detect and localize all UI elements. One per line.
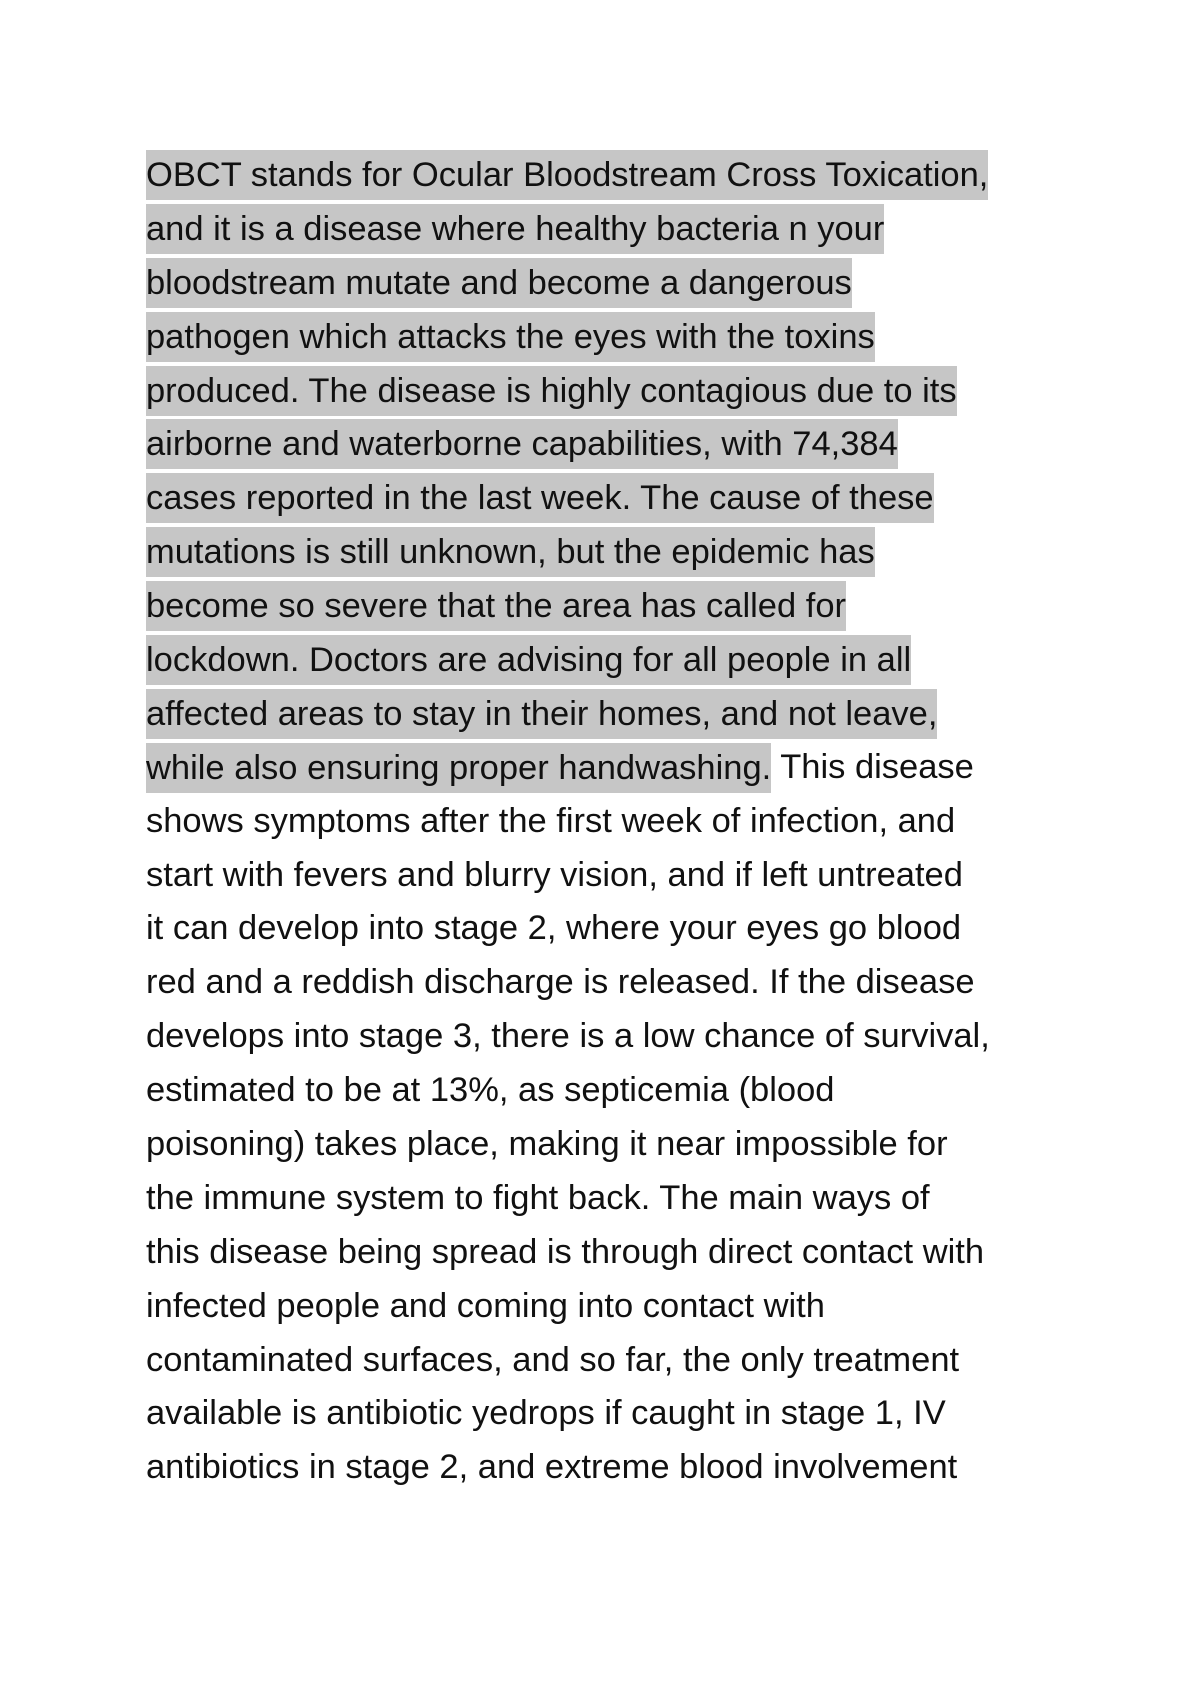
text-line — [146, 202, 1086, 256]
text-line — [146, 1280, 1086, 1334]
plain-text: antibiotics in stage 2, and extreme blood involvement — [146, 1448, 958, 1487]
highlighted-text: OBCT stands for Ocular Bloodstream Cross Toxication, — [146, 150, 988, 200]
highlighted-text: bloodstream mutate and become a dangerous — [146, 258, 852, 308]
highlighted-text: affected areas to stay in their homes, and not leave, — [146, 689, 937, 739]
text-line — [146, 1118, 1086, 1172]
text-line — [146, 1172, 1086, 1226]
highlighted-text: mutations is still unknown, but the epidemic has — [146, 527, 875, 577]
text-line — [146, 1334, 1086, 1388]
text-line — [146, 795, 1086, 849]
text-line — [146, 956, 1086, 1010]
text-line — [146, 1064, 1086, 1118]
text-line — [146, 849, 1086, 903]
plain-text: this disease being spread is through direct contact with — [146, 1232, 985, 1271]
highlighted-text: and it is a disease where healthy bacteria n your — [146, 204, 884, 254]
text-line — [146, 1010, 1086, 1064]
text-line — [146, 148, 1086, 202]
text-line — [146, 579, 1086, 633]
text-line — [146, 1387, 1086, 1441]
plain-text: poisoning) takes place, making it near impossible for — [146, 1125, 948, 1164]
plain-text: red and a reddish discharge is released. If the disease — [146, 963, 975, 1002]
text-line — [146, 525, 1086, 579]
plain-text: the immune system to fight back. The main ways of — [146, 1178, 930, 1217]
text-line — [146, 364, 1086, 418]
text-line — [146, 256, 1086, 310]
highlighted-text: airborne and waterborne capabilities, with 74,384 — [146, 419, 898, 469]
highlighted-text: while also ensuring proper handwashing. — [146, 743, 771, 793]
plain-text: This disease — [771, 747, 974, 786]
plain-text: infected people and coming into contact with — [146, 1286, 825, 1325]
text-line — [146, 1226, 1086, 1280]
highlighted-text: become so severe that the area has called for — [146, 581, 846, 631]
text-line — [146, 741, 1086, 795]
plain-text: develops into stage 3, there is a low chance of survival, — [146, 1017, 990, 1056]
highlighted-text: pathogen which attacks the eyes with the toxins — [146, 312, 875, 362]
text-line — [146, 633, 1086, 687]
plain-text: estimated to be at 13%, as septicemia (blood — [146, 1071, 835, 1110]
text-line — [146, 902, 1086, 956]
text-line — [146, 687, 1086, 741]
text-line — [146, 310, 1086, 364]
plain-text: start with fevers and blurry vision, and if left untreated — [146, 855, 963, 894]
text-line — [146, 417, 1086, 471]
plain-text: it can develop into stage 2, where your eyes go blood — [146, 909, 962, 948]
highlighted-text: cases reported in the last week. The cause of these — [146, 473, 934, 523]
plain-text: shows symptoms after the first week of infection, and — [146, 801, 956, 840]
text-line — [146, 471, 1086, 525]
text-line — [146, 1441, 1086, 1495]
plain-text: contaminated surfaces, and so far, the only treatment — [146, 1340, 960, 1379]
highlighted-text: produced. The disease is highly contagious due to its — [146, 366, 957, 416]
highlighted-text: lockdown. Doctors are advising for all people in all — [146, 635, 911, 685]
body-paragraph[interactable] — [146, 148, 1086, 1495]
plain-text: available is antibiotic yedrops if caught in stage 1, IV — [146, 1394, 946, 1433]
